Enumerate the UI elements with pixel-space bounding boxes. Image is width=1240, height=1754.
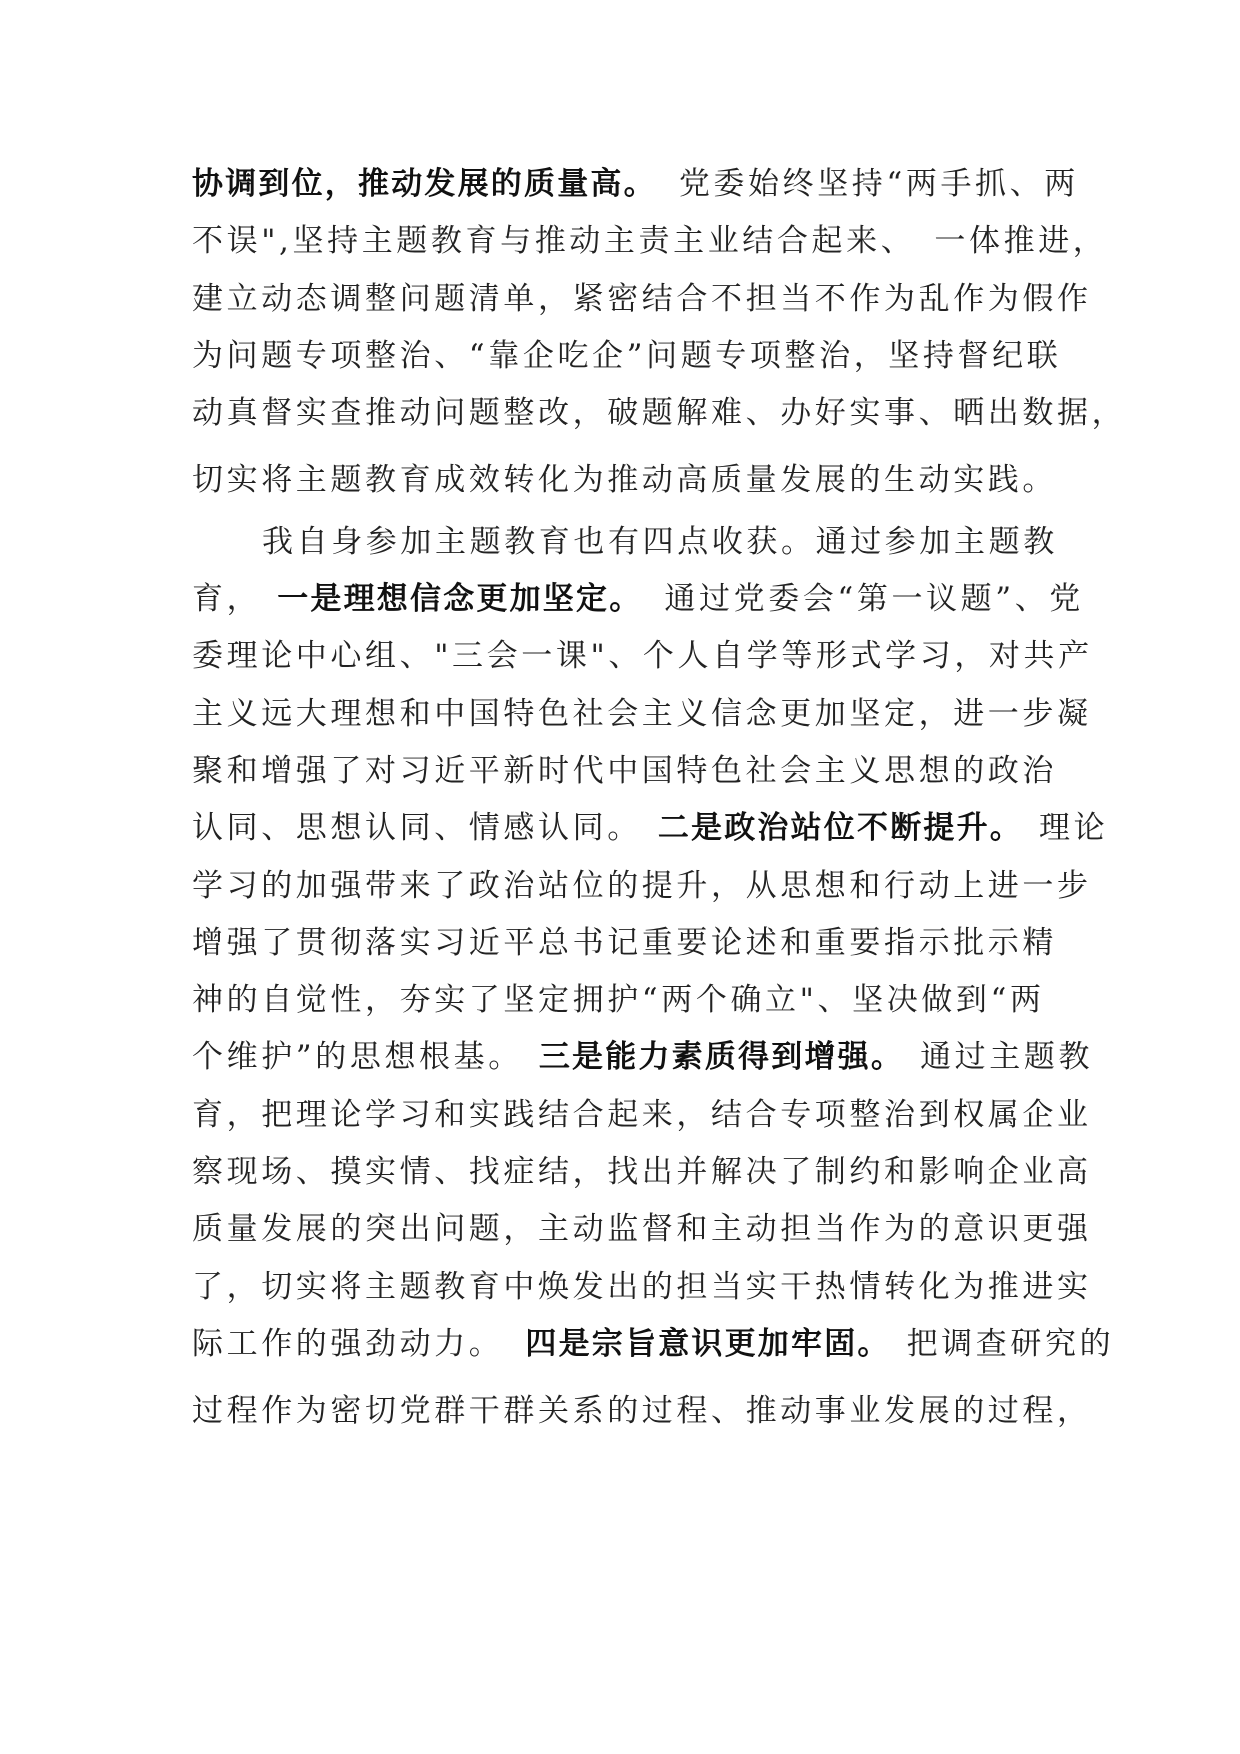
text-line <box>192 972 1064 1029</box>
body-text: 把调查研究的 <box>906 1325 1115 1362</box>
body-text: 党委始终坚持“两手抓、两 <box>678 166 1079 202</box>
body-text: 察现场、摸实情、找症结，找出并解决了制约和影响企业高 <box>192 1154 1092 1191</box>
document-body <box>192 156 1127 1441</box>
body-text: 育， <box>192 581 262 618</box>
body-text: 通过党委会“第一议题”、党 <box>664 581 1084 618</box>
text-line <box>192 452 1064 509</box>
body-text: 了，切实将主题教育中焕发出的担当实干热情转化为推进实 <box>192 1268 1092 1305</box>
body-text: 育，把理论学习和实践结合起来，结合专项整治到权属企业 <box>192 1096 1092 1133</box>
body-text: 聚和增强了对习近平新时代中国特色社会主义思想的政治 <box>192 752 1057 789</box>
text-line <box>192 800 1109 857</box>
body-text: 通过主题教 <box>920 1039 1094 1076</box>
bold-phrase: 二是政治站位不断提升。 <box>657 810 1024 847</box>
bold-phrase: 三是能力素质得到增强。 <box>538 1039 905 1076</box>
body-text: 质量发展的突出问题，主动监督和主动担当作为的意识更强 <box>192 1211 1092 1248</box>
body-text: 不误",坚持主题教育与推动主责主业结合起来、 一体推进， <box>192 223 1108 260</box>
text-line <box>192 156 1079 213</box>
body-text: 神的自觉性，夯实了坚定拥护“两个确立"、坚决做到“两 <box>192 982 1045 1019</box>
text-line <box>192 915 1064 972</box>
text-line <box>192 571 1084 628</box>
text-line <box>192 1087 1092 1144</box>
text-line <box>192 1383 1092 1440</box>
bold-phrase: 四是宗旨意识更加牢固。 <box>525 1325 891 1362</box>
text-line <box>192 1201 1092 1258</box>
body-text: 为问题专项整治、“靠企吃企”问题专项整治，坚持督纪联 <box>192 337 1062 374</box>
text-line <box>192 271 1092 328</box>
body-text: 个维护”的思想根基。 <box>192 1039 523 1076</box>
text-line <box>192 328 1064 385</box>
text-line <box>192 213 1108 270</box>
text-line <box>192 743 1064 800</box>
body-text: 际工作的强劲动力。 <box>192 1325 504 1362</box>
body-text: 动真督实查推动问题整改，破题解难、办好实事、晒出数据， <box>192 395 1127 432</box>
body-text: 切实将主题教育成效转化为推动高质量发展的生动实践。 <box>192 462 1057 499</box>
body-text: 理论 <box>1039 810 1109 847</box>
text-line <box>192 858 1092 915</box>
text-line <box>192 1144 1092 1201</box>
body-text: 主义远大理想和中国特色社会主义信念更加坚定，进一步凝 <box>192 695 1092 732</box>
text-line <box>192 686 1092 743</box>
text-line <box>192 385 1127 442</box>
text-line <box>192 1029 1094 1086</box>
text-line <box>192 1259 1092 1316</box>
paragraph-first-line <box>192 514 1064 571</box>
body-text: 建立动态调整问题清单，紧密结合不担当不作为乱作为假作 <box>192 280 1092 317</box>
body-text: 认同、思想认同、情感认同。 <box>192 810 642 847</box>
text-line <box>192 628 1093 685</box>
bold-phrase: 协调到位，推动发展的质量高。 <box>192 166 657 202</box>
bold-phrase: 一是理想信念更加坚定。 <box>277 581 643 618</box>
text-line <box>192 1316 1115 1373</box>
body-text: 过程作为密切党群干群关系的过程、推动事业发展的过程， <box>192 1393 1092 1430</box>
body-text: 我自身参加主题教育也有四点收获。通过参加主题教 <box>262 523 1058 560</box>
body-text: 学习的加强带来了政治站位的提升，从思想和行动上进一步 <box>192 867 1092 904</box>
body-text: 增强了贯彻落实习近平总书记重要论述和重要指示批示精 <box>192 924 1057 961</box>
body-text: 委理论中心组、"三会一课"、个人自学等形式学习，对共产 <box>192 638 1093 675</box>
